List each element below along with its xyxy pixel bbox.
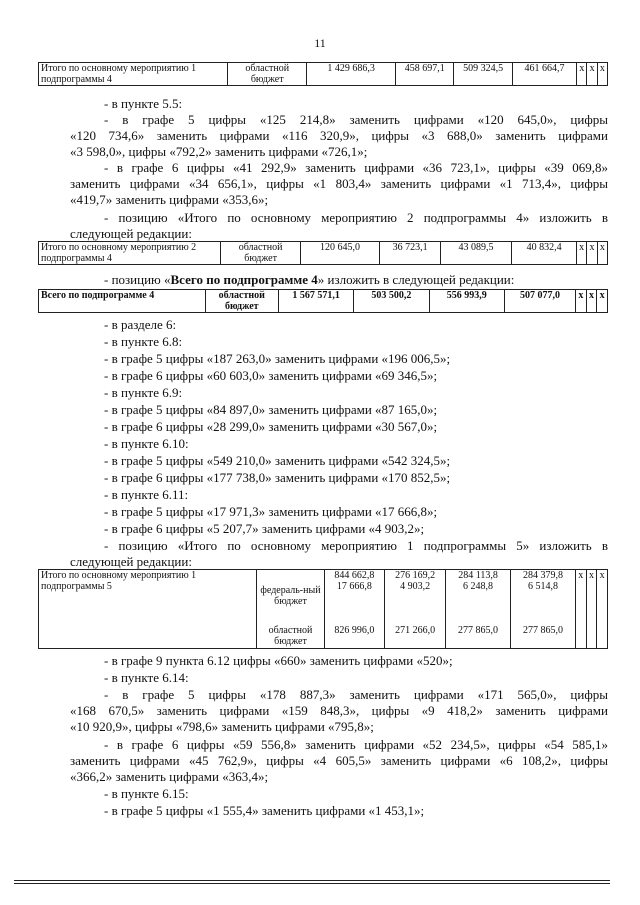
table-value: 1 567 571,1 — [278, 290, 353, 313]
table-value-cell — [385, 570, 446, 649]
text-line: - в пункте 6.9: — [104, 385, 183, 400]
table-value: 284 113,8 — [458, 570, 498, 581]
text-line: - в графе 5 цифры «187 263,0» заменить цифрами «196 006,5»; — [104, 351, 451, 366]
text-line: следующей редакции: — [70, 226, 192, 241]
table-label: Всего по подпрограмме 4 — [39, 290, 206, 313]
text-line: - в графе 6 цифры «5 207,7» заменить цифрами «4 903,2»; — [104, 521, 425, 536]
table-x: x — [586, 290, 597, 313]
text-line: - в графе 5 цифры «17 971,3» заменить цифрами «17 666,8»; — [104, 504, 438, 519]
text-line: - в графе 5 цифры «125 214,8» заменить цифрами «120 645,0», цифры — [104, 112, 608, 127]
text-line: - в пункте 6.8: — [104, 334, 183, 349]
table-value: 43 089,5 — [440, 242, 511, 265]
table-value: 6 514,8 — [527, 581, 558, 592]
text-line: - в графе 9 пункта 6.12 цифры «660» заменить цифрами «520»; — [104, 653, 453, 668]
table-label: Итого по основному мероприятию 1 подпрограммы 4 — [39, 63, 228, 86]
text-line: - в пункте 6.11: — [104, 487, 189, 502]
text-line: - в графе 5 цифры «1 555,4» заменить цифрами «1 453,1»; — [104, 803, 425, 818]
text-line: - в графе 6 цифры «59 556,8» заменить цифрами «52 234,5», цифры «54 585,1» — [104, 737, 608, 752]
text-line: «3 598,0», цифры «792,2» заменить цифрами «726,1»; — [70, 144, 368, 159]
table-value: 844 662,8 — [334, 570, 375, 581]
table-source: областной бюджет — [228, 63, 307, 86]
text-line: - позицию «Всего по подпрограмме 4» изложить в следующей редакции: — [104, 272, 515, 287]
footer-divider — [14, 880, 610, 881]
table-x: x — [597, 290, 608, 313]
footer-divider — [14, 883, 610, 884]
table-value: 6 248,8 — [463, 581, 493, 592]
text-line: «168 670,5» заменить цифрами «159 848,3», цифры «9 418,2» заменить цифрами — [70, 703, 608, 718]
text-line: - в пункте 6.10: — [104, 436, 189, 451]
table-value: 284 379,8 — [522, 570, 563, 581]
table-value: 40 832,4 — [512, 242, 577, 265]
text-line: - в графе 6 цифры «177 738,0» заменить цифрами «170 852,5»; — [104, 470, 451, 485]
table-subtotal-measure-2-sub-4 — [38, 241, 608, 265]
table-value-cell — [511, 570, 576, 649]
text-line: - в графе 6 цифры «28 299,0» заменить цифрами «30 567,0»; — [104, 419, 438, 434]
table-value: 503 500,2 — [354, 290, 429, 313]
table-value-cell — [446, 570, 511, 649]
table-value: 120 645,0 — [300, 242, 379, 265]
table-source: федераль-ный бюджет — [260, 585, 321, 607]
text-line: «120 734,6» заменить цифрами «116 320,9», цифры «3 688,0» заменить цифрами — [70, 128, 608, 143]
table-x: x — [575, 570, 586, 649]
text-line: - в пункте 6.14: — [104, 670, 189, 685]
table-source: областной бюджет — [268, 625, 313, 647]
table-source-cell — [257, 570, 324, 649]
table-value: 458 697,1 — [396, 63, 454, 86]
table-value: 556 993,9 — [429, 290, 504, 313]
table-value: 507 077,0 — [504, 290, 575, 313]
table-value: 277 865,0 — [522, 625, 563, 636]
text-line: - в графе 6 цифры «41 292,9» заменить цифрами «36 723,1», цифры «39 069,8» — [104, 160, 608, 175]
table-x: x — [597, 242, 607, 265]
text-line: «10 920,9», цифры «798,6» заменить цифрами «795,8»; — [70, 719, 374, 734]
table-value-cell — [324, 570, 385, 649]
table-label: Итого по основному мероприятию 2 подпрограммы 4 — [39, 242, 221, 265]
table-label: Итого по основному мероприятию 1 подпрограммы 5 — [39, 570, 257, 649]
table-value: 4 903,2 — [400, 581, 431, 592]
text-line: - в разделе 6: — [104, 317, 177, 332]
text-line: - в графе 5 цифры «178 887,3» заменить цифрами «171 565,0», цифры — [104, 687, 608, 702]
text-line: - позицию «Итого по основному мероприятию 1 подпрограммы 5» изложить в — [104, 538, 608, 553]
table-x: x — [597, 570, 608, 649]
table-x: x — [586, 570, 597, 649]
table-total-sub-4 — [38, 289, 608, 313]
table-source: областной бюджет — [221, 242, 300, 265]
page-number: 11 — [314, 36, 326, 50]
text-line: «419,7» заменить цифрами «353,6»; — [70, 192, 269, 207]
table-x: x — [577, 242, 587, 265]
table-value: 461 664,7 — [512, 63, 576, 86]
table-subtotal-measure-1-sub-5 — [38, 569, 608, 649]
table-x: x — [576, 290, 587, 313]
table-value: 1 429 686,3 — [307, 63, 396, 86]
text-line: «366,2» заменить цифрами «363,4»; — [70, 769, 269, 784]
table-value: 277 865,0 — [458, 625, 498, 636]
text-line: заменить цифрами «45 762,9», цифры «4 605,5» заменить цифрами «6 108,2», цифры — [70, 753, 608, 768]
text-line: следующей редакции: — [70, 554, 192, 569]
table-value: 271 266,0 — [395, 625, 436, 636]
table-value: 509 324,5 — [454, 63, 512, 86]
text-line: заменить цифрами «34 656,1», цифры «1 803,4» заменить цифрами «1 713,4», цифры — [70, 176, 608, 191]
table-source: областной бюджет — [205, 290, 278, 313]
table-x: x — [587, 242, 597, 265]
table-value: 276 169,2 — [395, 570, 436, 581]
text-line: - в графе 5 цифры «84 897,0» заменить цифрами «87 165,0»; — [104, 402, 438, 417]
table-x: x — [587, 63, 597, 86]
table-subtotal-measure-1-sub-4 — [38, 62, 608, 86]
table-value: 826 996,0 — [334, 625, 375, 636]
text-line: - в графе 6 цифры «60 603,0» заменить цифрами «69 346,5»; — [104, 368, 438, 383]
text-line: - позицию «Итого по основному мероприятию 2 подпрограммы 4» изложить в — [104, 210, 608, 225]
table-x: x — [597, 63, 607, 86]
table-value: 36 723,1 — [380, 242, 441, 265]
table-x: x — [577, 63, 587, 86]
text-line: - в пункте 6.15: — [104, 786, 189, 801]
table-value: 17 666,8 — [336, 581, 372, 592]
text-line: - в графе 5 цифры «549 210,0» заменить цифрами «542 324,5»; — [104, 453, 451, 468]
text-line: - в пункте 5.5: — [104, 96, 183, 111]
